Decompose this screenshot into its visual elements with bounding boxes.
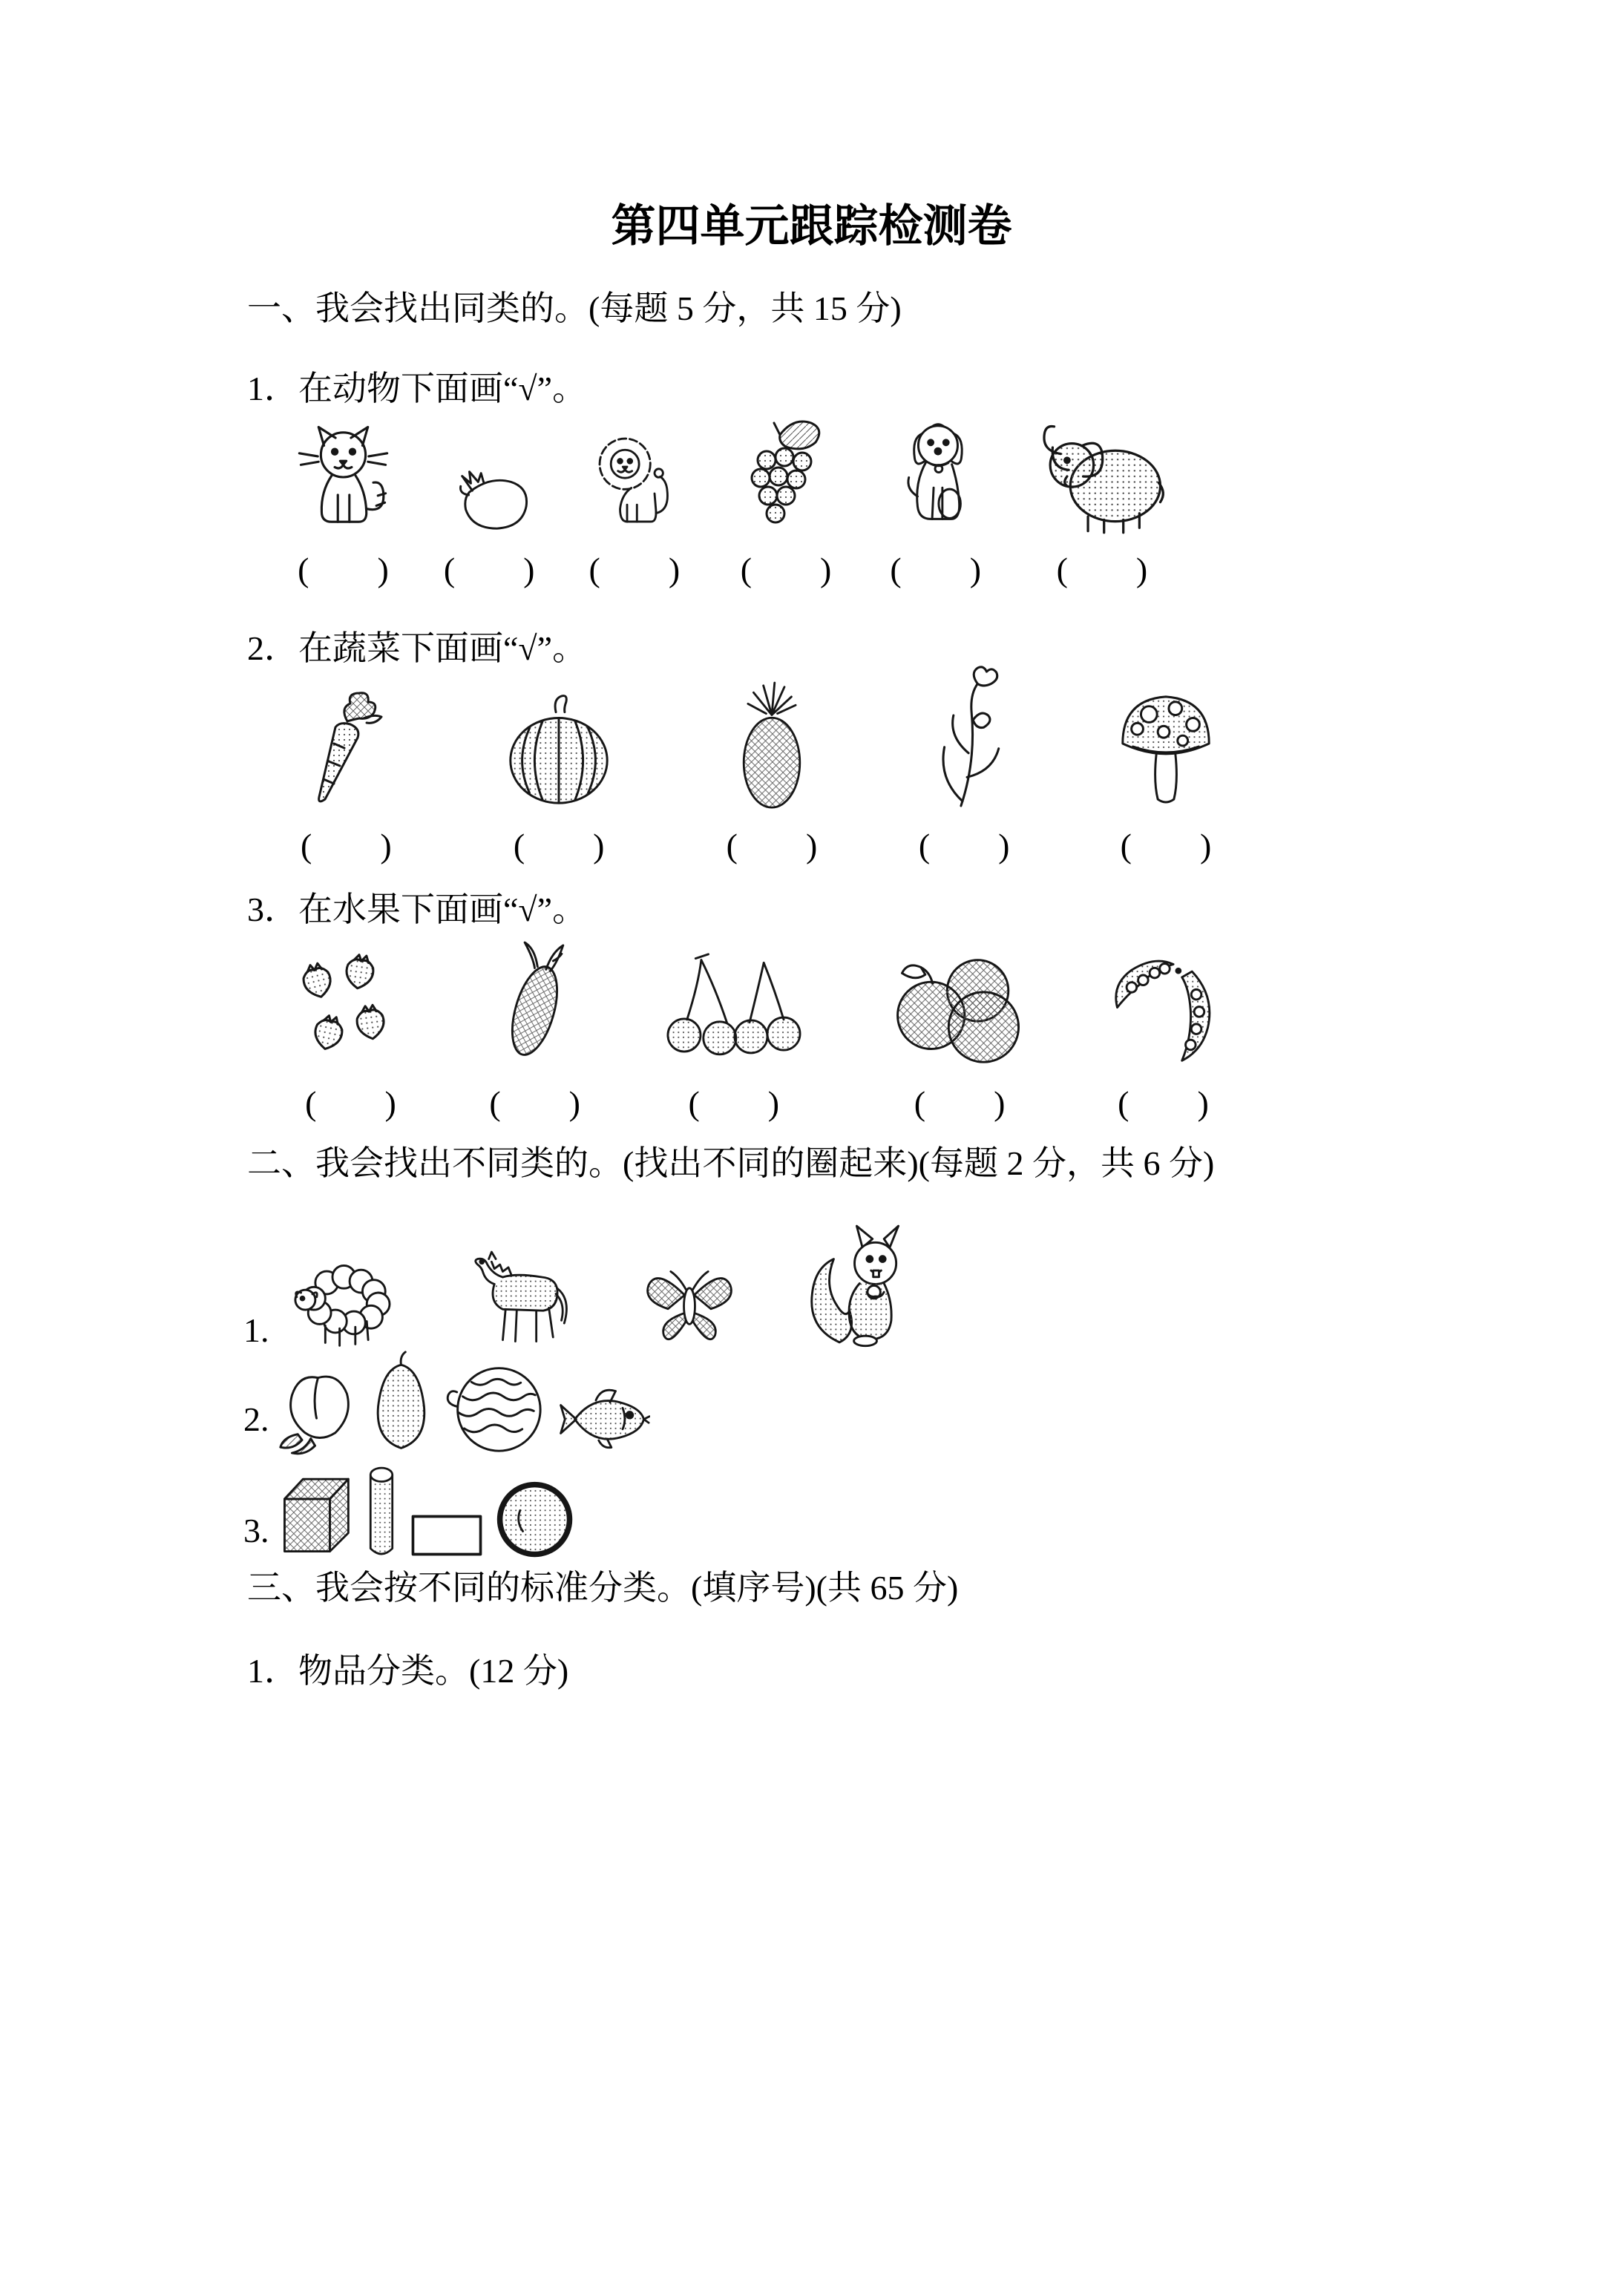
fish-image[interactable] [555,1382,650,1457]
answer-slot[interactable]: ( ) [443,551,535,588]
item-grapes [732,413,840,591]
ball-image[interactable] [495,1480,575,1560]
strawberries-image [286,941,416,1069]
item-dog [888,415,983,591]
item-flower [919,664,1010,867]
answer-slot[interactable]: ( ) [688,1084,780,1122]
section1-q3-label: 3．在水果下面画“√”。 [247,890,587,928]
corn-image [492,937,577,1069]
item-pineapple [727,681,818,867]
section2-heading: 二、我会找出不同类的。(找出不同的圈起来)(每题 2 分，共 6 分) [247,1144,1215,1182]
section2-q1-images [281,1217,911,1351]
item-pea-pods [1106,950,1221,1125]
pineapple-image [734,681,810,811]
flower-image [919,664,1009,811]
butterfly-image[interactable] [637,1253,741,1351]
section3-heading: 三、我会按不同的标准分类。(填序号)(共 65 分) [247,1569,959,1607]
item-corn [489,937,580,1125]
section1-q1-images [293,413,1173,591]
answer-slot[interactable]: ( ) [890,551,982,588]
grapes-image [732,413,840,535]
answer-slot[interactable]: ( ) [301,827,392,865]
answer-slot[interactable]: ( ) [298,551,389,588]
pea-pods-image [1106,950,1221,1069]
cylinder-image[interactable] [364,1463,399,1560]
answer-slot[interactable]: ( ) [1056,551,1148,588]
horse-image[interactable] [461,1239,580,1351]
cherries-image [654,951,813,1069]
item-cat [293,419,393,591]
section2-q2-number: 2. [243,1400,269,1438]
pear-image[interactable] [367,1349,435,1457]
answer-slot[interactable]: ( ) [305,1084,396,1122]
mushroom-image [1111,679,1221,811]
peach-image[interactable] [276,1366,359,1457]
section2-q1-number: 1. [243,1311,269,1349]
item-eggplant [442,459,537,591]
answer-slot[interactable]: ( ) [588,551,681,588]
lion-image [585,426,683,535]
watermelon-image[interactable] [442,1359,548,1457]
answer-slot[interactable]: ( ) [1120,827,1212,865]
sheep-image[interactable] [281,1254,403,1351]
section2-q3-number: 3. [243,1512,269,1549]
section1-q1-label: 1．在动物下面画“√”。 [247,370,587,407]
answer-slot[interactable]: ( ) [918,827,1010,865]
answer-slot[interactable]: ( ) [740,551,832,588]
section1-heading: 一、我会找出同类的。(每题 5 分，共 15 分) [247,289,902,327]
elephant-image [1032,419,1173,535]
answer-slot[interactable]: ( ) [513,827,605,865]
answer-slot[interactable]: ( ) [914,1084,1006,1122]
answer-slot[interactable]: ( ) [489,1084,580,1122]
pumpkin-image [493,690,625,811]
item-lion [585,426,683,591]
item-elephant [1032,419,1173,591]
item-cherries [654,951,813,1125]
eggplant-image [442,459,537,535]
section1-q2-label: 2．在蔬菜下面画“√”。 [247,629,587,667]
item-carrot [301,681,392,867]
apples-image [888,948,1032,1069]
answer-slot[interactable]: ( ) [726,827,818,865]
answer-slot[interactable]: ( ) [1118,1084,1209,1122]
page-title: 第四单元跟踪检测卷 [611,201,1012,251]
section1-q3-images [286,937,1221,1125]
item-apples [888,948,1032,1125]
dog-image [888,415,983,535]
section2-q2-images [276,1349,650,1457]
section1-q2-images [301,664,1221,867]
rectangle-image[interactable] [409,1511,485,1560]
squirrel-image[interactable] [799,1217,911,1351]
item-pumpkin [493,690,625,867]
item-mushroom [1111,679,1221,867]
carrot-image [301,681,390,811]
item-strawberries [286,941,416,1125]
cat-image [293,419,393,535]
section2-q3-images [276,1463,575,1560]
cube-image[interactable] [276,1466,354,1560]
section3-q1-label: 1．物品分类。(12 分) [247,1652,569,1690]
